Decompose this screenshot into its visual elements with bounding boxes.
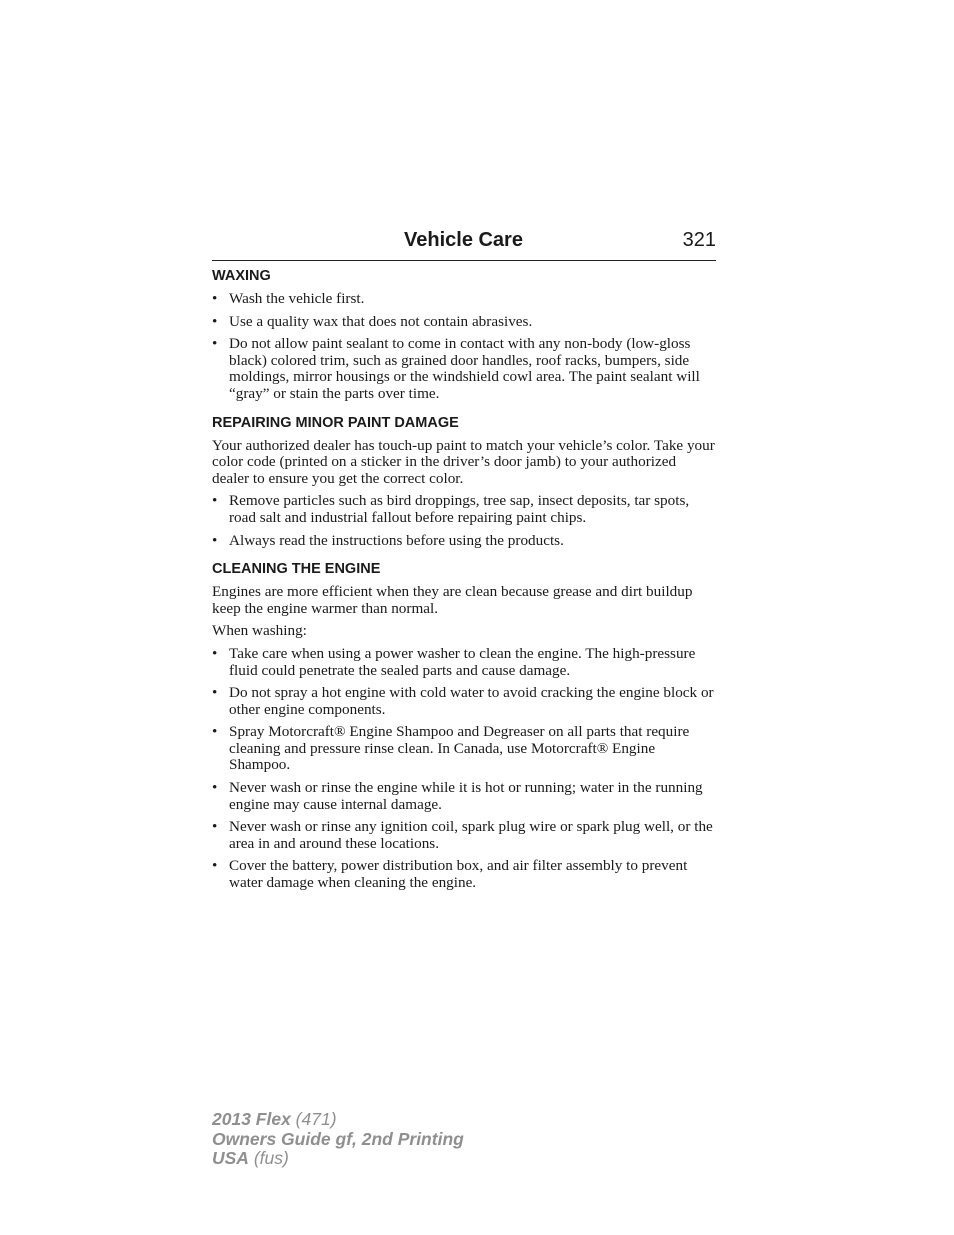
page-number: 321 (682, 229, 716, 251)
bullet-icon: • (212, 290, 218, 307)
document-footer (212, 1110, 464, 1169)
footer-model-line: 2013 Flex (471) (212, 1109, 337, 1129)
section-heading-paint-damage: REPAIRING MINOR PAINT DAMAGE (212, 414, 459, 431)
list-item: • Cover the battery, power distribution box, and air filter assembly to prevent water damage when cleaning the engine. (212, 857, 688, 892)
list-item: • Use a quality wax that does not contain abrasives. (212, 312, 533, 330)
when-washing-paragraph: When washing: (212, 622, 307, 640)
cleaning-engine-list (212, 646, 716, 892)
list-item: • Wash the vehicle first. (212, 290, 365, 307)
bullet-icon: • (212, 312, 218, 330)
list-item: • Do not spray a hot engine with cold water to avoid cracking the engine block or other engine components. (212, 684, 714, 718)
paint-damage-list (212, 493, 716, 549)
cleaning-engine-paragraph: Engines are more efficient when they are clean because grease and dirt buildup keep the engine warmer than normal. (212, 583, 693, 617)
section-heading-waxing: WAXING (212, 268, 271, 284)
footer-region-line: USA (fus) (212, 1148, 289, 1168)
list-item: • Do not allow paint sealant to come in contact with any non-body (low-gloss black) colored trim, such as grained door handles, roof racks, bumpers, side moldings, mirror housings or the windshield cowl area. The paint sealant will “gray” or stain the parts over time. (212, 335, 700, 402)
chapter-title: Vehicle Care (404, 229, 523, 251)
list-item: • Always read the instructions before using the products. (212, 531, 564, 549)
page-header (212, 229, 716, 261)
bullet-icon: • (212, 818, 218, 836)
paint-damage-paragraph: Your authorized dealer has touch-up paint to match your vehicle’s color. Take your color code (printed on a sticker in the driver’s door jamb) to your authorized dealer to ensure you get the correct color. (212, 436, 715, 487)
bullet-icon: • (212, 857, 218, 875)
bullet-icon: • (212, 492, 218, 510)
bullet-icon: • (212, 335, 218, 353)
list-item: • Remove particles such as bird droppings, tree sap, insect deposits, tar spots, road salt and industrial fallout before repairing paint chips. (212, 492, 690, 526)
bullet-icon: • (212, 779, 218, 797)
page-content (212, 268, 716, 898)
list-item: • Spray Motorcraft® Engine Shampoo and Degreaser on all parts that require cleaning and pressure rinse clean. In Canada, use Motorcraft® Engine Shampoo. (212, 723, 690, 774)
bullet-icon: • (212, 531, 218, 549)
list-item: • Never wash or rinse any ignition coil, spark plug wire or spark plug well, or the area in and around these locations. (212, 818, 713, 852)
list-item: • Take care when using a power washer to clean the engine. The high-pressure fluid could penetrate the sealed parts and cause damage. (212, 644, 696, 679)
bullet-icon: • (212, 644, 218, 662)
footer-guide-line: Owners Guide gf, 2nd Printing (212, 1128, 464, 1149)
bullet-icon: • (212, 684, 218, 702)
section-heading-cleaning-engine: CLEANING THE ENGINE (212, 561, 381, 578)
list-item: • Never wash or rinse the engine while it is hot or running; water in the running engine may cause internal damage. (212, 779, 703, 813)
bullet-icon: • (212, 723, 218, 741)
waxing-list (212, 291, 716, 403)
